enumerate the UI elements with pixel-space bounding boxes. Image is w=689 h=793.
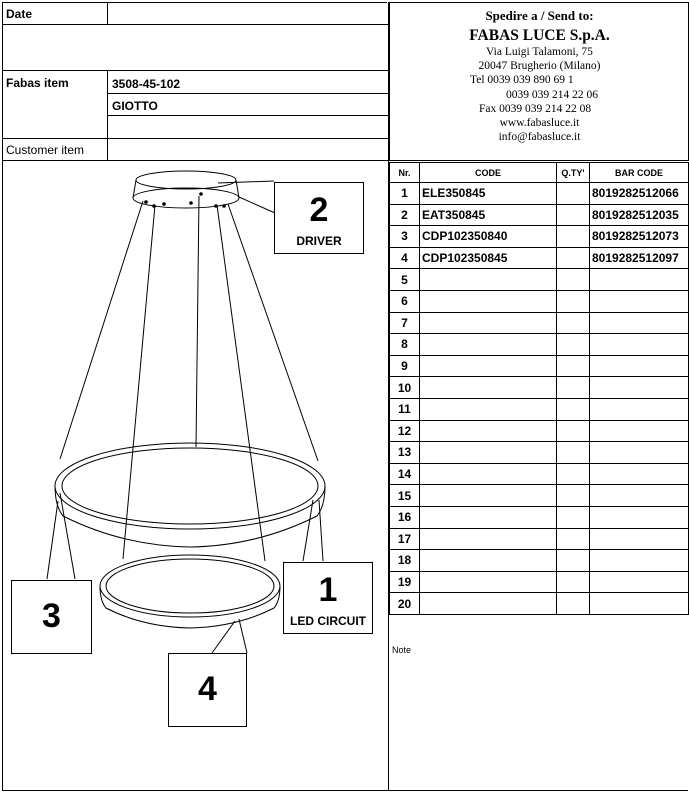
rule bbox=[2, 138, 388, 139]
parts-table-body bbox=[390, 183, 689, 615]
address-email[interactable]: info@fabasluce.it bbox=[498, 131, 581, 143]
table-row bbox=[390, 269, 689, 291]
leader-4-a bbox=[239, 619, 247, 653]
rule bbox=[107, 70, 108, 160]
cell-nr: 5 bbox=[390, 269, 420, 291]
cell-barcode bbox=[590, 442, 689, 464]
screw-icon bbox=[189, 201, 193, 205]
cell-code: CDP102350840 bbox=[420, 226, 557, 248]
cell-barcode: 8019282512073 bbox=[590, 226, 689, 248]
address-web[interactable]: www.fabasluce.it bbox=[499, 117, 580, 129]
callout-number: 1 bbox=[318, 571, 338, 609]
col-nr-header: Nr. bbox=[390, 163, 420, 183]
callout-number: 3 bbox=[42, 597, 61, 635]
cell-nr: 19 bbox=[390, 571, 420, 593]
canopy-top bbox=[136, 171, 236, 189]
cell-code bbox=[420, 398, 557, 420]
table-row bbox=[390, 247, 689, 269]
cell-barcode bbox=[590, 593, 689, 615]
cell-nr: 10 bbox=[390, 377, 420, 399]
cell-nr: 18 bbox=[390, 550, 420, 572]
note-label: Note bbox=[392, 645, 412, 655]
cell-barcode bbox=[590, 398, 689, 420]
rule bbox=[108, 115, 388, 116]
parts-table bbox=[389, 162, 689, 615]
cell-code bbox=[420, 485, 557, 507]
cell-qty bbox=[557, 528, 590, 550]
table-row bbox=[390, 420, 689, 442]
cell-barcode bbox=[590, 420, 689, 442]
cell-qty bbox=[557, 226, 590, 248]
cell-qty bbox=[557, 290, 590, 312]
cable-3 bbox=[196, 196, 199, 447]
table-row bbox=[390, 506, 689, 528]
cell-qty bbox=[557, 463, 590, 485]
date-label: Date bbox=[6, 7, 33, 21]
table-row bbox=[390, 226, 689, 248]
cell-barcode bbox=[590, 377, 689, 399]
table-row bbox=[390, 528, 689, 550]
cell-qty bbox=[557, 485, 590, 507]
table-row bbox=[390, 398, 689, 420]
table-row bbox=[390, 485, 689, 507]
table-row bbox=[390, 312, 689, 334]
address-tel2: 0039 039 214 22 06 bbox=[506, 89, 598, 101]
screw-icon bbox=[162, 202, 166, 206]
lower-ring-inner bbox=[106, 559, 274, 613]
cell-nr: 11 bbox=[390, 398, 420, 420]
address-fax: Fax 0039 039 214 22 08 bbox=[479, 103, 592, 115]
cable-4 bbox=[217, 205, 265, 561]
screw-icon bbox=[152, 204, 156, 208]
cell-qty bbox=[557, 442, 590, 464]
cell-code bbox=[420, 420, 557, 442]
cable-1 bbox=[60, 201, 143, 459]
rule bbox=[2, 70, 388, 71]
cell-barcode bbox=[590, 463, 689, 485]
cell-qty bbox=[557, 334, 590, 356]
cell-code bbox=[420, 269, 557, 291]
rule bbox=[2, 24, 388, 25]
screw-icon bbox=[144, 200, 148, 204]
cell-nr: 4 bbox=[390, 247, 420, 269]
cell-code bbox=[420, 571, 557, 593]
cell-barcode bbox=[590, 506, 689, 528]
frame-bottom bbox=[2, 790, 688, 791]
cell-barcode: 8019282512097 bbox=[590, 247, 689, 269]
callout-number: 4 bbox=[198, 670, 217, 708]
table-row bbox=[390, 442, 689, 464]
cell-qty bbox=[557, 269, 590, 291]
cell-nr: 14 bbox=[390, 463, 420, 485]
callout-caption: DRIVER bbox=[296, 234, 342, 248]
cell-nr: 1 bbox=[390, 183, 420, 205]
cell-code: CDP102350845 bbox=[420, 247, 557, 269]
cell-nr: 9 bbox=[390, 355, 420, 377]
fabas-item-label: Fabas item bbox=[6, 76, 69, 90]
leader-3-a bbox=[60, 493, 75, 579]
cell-qty bbox=[557, 312, 590, 334]
customer-item-label: Customer item bbox=[6, 143, 85, 157]
cell-barcode bbox=[590, 290, 689, 312]
cell-nr: 8 bbox=[390, 334, 420, 356]
address-city: 20047 Brugherio (Milano) bbox=[478, 60, 601, 72]
address-street: Via Luigi Talamoni, 75 bbox=[486, 46, 593, 58]
cell-qty bbox=[557, 571, 590, 593]
cell-qty bbox=[557, 593, 590, 615]
cell-qty bbox=[557, 355, 590, 377]
cell-nr: 2 bbox=[390, 204, 420, 226]
frame-top bbox=[2, 2, 387, 3]
cell-qty bbox=[557, 506, 590, 528]
screw-icon bbox=[214, 204, 218, 208]
cell-nr: 13 bbox=[390, 442, 420, 464]
cell-code bbox=[420, 355, 557, 377]
cell-code bbox=[420, 593, 557, 615]
cell-barcode: 8019282512035 bbox=[590, 204, 689, 226]
rule bbox=[107, 2, 108, 25]
callout-caption: LED CIRCUIT bbox=[290, 614, 366, 628]
leader-driver-b bbox=[239, 197, 275, 213]
address-tel1: Tel 0039 039 890 69 1 bbox=[470, 74, 574, 86]
table-row bbox=[390, 571, 689, 593]
callout-4 bbox=[168, 653, 247, 727]
cell-nr: 3 bbox=[390, 226, 420, 248]
cell-nr: 12 bbox=[390, 420, 420, 442]
table-header-row bbox=[390, 163, 689, 183]
cell-nr: 16 bbox=[390, 506, 420, 528]
leader-driver-a bbox=[218, 181, 274, 183]
table-row bbox=[390, 204, 689, 226]
leader-3-b bbox=[47, 501, 58, 579]
cell-code bbox=[420, 442, 557, 464]
cell-barcode: 8019282512066 bbox=[590, 183, 689, 205]
col-qty-header: Q.TY' bbox=[557, 163, 590, 183]
table-row bbox=[390, 550, 689, 572]
cell-barcode bbox=[590, 312, 689, 334]
cell-nr: 6 bbox=[390, 290, 420, 312]
callout-led-circuit bbox=[283, 562, 373, 634]
cell-nr: 7 bbox=[390, 312, 420, 334]
table-row bbox=[390, 334, 689, 356]
cell-nr: 17 bbox=[390, 528, 420, 550]
cell-nr: 20 bbox=[390, 593, 420, 615]
lower-ring-outer bbox=[100, 555, 280, 617]
callout-3 bbox=[11, 580, 92, 654]
col-code-header: CODE bbox=[420, 163, 557, 183]
address-heading: Spedire a / Send to: bbox=[485, 8, 594, 23]
cell-barcode bbox=[590, 485, 689, 507]
lower-ring-depth bbox=[100, 586, 280, 628]
upper-ring-outer bbox=[55, 443, 325, 529]
screw-icon bbox=[199, 192, 203, 196]
cell-code bbox=[420, 290, 557, 312]
item-name: GIOTTO bbox=[112, 99, 158, 113]
cell-code bbox=[420, 463, 557, 485]
cell-code bbox=[420, 506, 557, 528]
cell-nr: 15 bbox=[390, 485, 420, 507]
cell-code: ELE350845 bbox=[420, 183, 557, 205]
cell-code bbox=[420, 528, 557, 550]
screw-icon bbox=[222, 204, 226, 208]
table-row bbox=[390, 355, 689, 377]
table-row bbox=[390, 463, 689, 485]
cell-qty bbox=[557, 183, 590, 205]
table-row bbox=[390, 377, 689, 399]
cell-code bbox=[420, 312, 557, 334]
upper-ring-inner bbox=[62, 448, 318, 524]
cell-qty bbox=[557, 377, 590, 399]
cell-code: EAT350845 bbox=[420, 204, 557, 226]
cell-barcode bbox=[590, 550, 689, 572]
col-barcode-header: BAR CODE bbox=[590, 163, 689, 183]
cell-barcode bbox=[590, 571, 689, 593]
cable-2 bbox=[123, 205, 155, 559]
canopy-screws bbox=[144, 192, 226, 208]
cell-qty bbox=[557, 398, 590, 420]
rule bbox=[108, 93, 388, 94]
table-row bbox=[390, 290, 689, 312]
cell-code bbox=[420, 334, 557, 356]
cell-qty bbox=[557, 247, 590, 269]
company-name: FABAS LUCE S.p.A. bbox=[469, 27, 610, 44]
cell-code bbox=[420, 377, 557, 399]
cell-barcode bbox=[590, 269, 689, 291]
item-code: 3508-45-102 bbox=[112, 77, 181, 91]
cell-qty bbox=[557, 420, 590, 442]
table-row bbox=[390, 183, 689, 205]
callout-driver bbox=[274, 182, 364, 254]
cell-barcode bbox=[590, 334, 689, 356]
cell-barcode bbox=[590, 355, 689, 377]
cell-qty bbox=[557, 550, 590, 572]
cell-barcode bbox=[590, 528, 689, 550]
cell-qty bbox=[557, 204, 590, 226]
table-row bbox=[390, 593, 689, 615]
cell-code bbox=[420, 550, 557, 572]
callout-number: 2 bbox=[309, 191, 329, 229]
